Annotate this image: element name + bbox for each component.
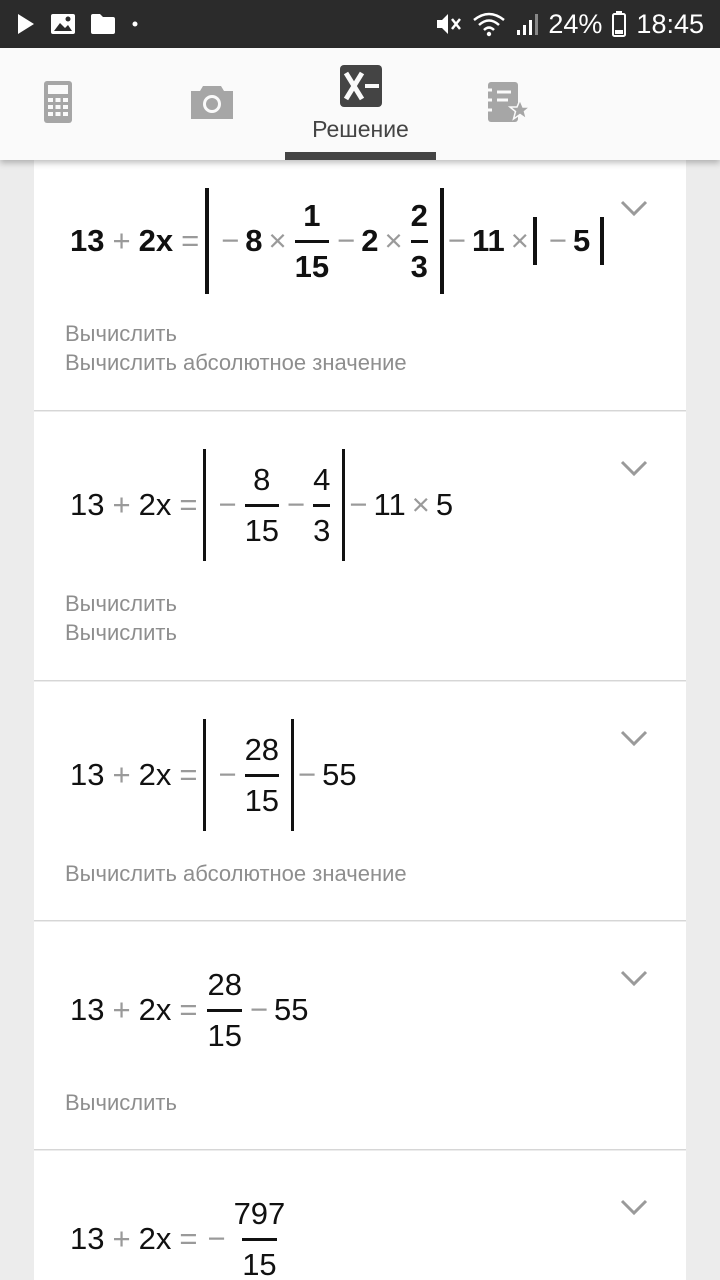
step-description: Вычислить <box>65 321 177 346</box>
play-icon <box>16 12 36 36</box>
folder-icon <box>90 13 116 35</box>
step-description: Вычислить абсолютное значение <box>65 350 407 375</box>
step-description: Вычислить <box>65 591 177 616</box>
eq-operator: − <box>337 223 356 258</box>
chevron-down-icon[interactable] <box>620 459 648 477</box>
calculator-icon <box>43 80 73 129</box>
fraction <box>234 1196 286 1280</box>
absolute-value <box>203 449 345 561</box>
eq-operator: − <box>249 992 269 1027</box>
fraction-denominator: 15 <box>245 774 279 819</box>
eq-operator: + <box>112 223 131 258</box>
chevron-down-icon[interactable] <box>620 729 648 747</box>
fraction <box>245 462 279 549</box>
equation <box>68 185 604 297</box>
eq-token: 55 <box>322 757 357 792</box>
eq-operator: − <box>298 757 317 792</box>
eq-operator: × <box>268 223 287 258</box>
eq-operator: = <box>181 223 200 258</box>
fraction-numerator: 28 <box>244 731 280 767</box>
absolute-value <box>533 217 604 265</box>
eq-operator: − <box>221 223 240 258</box>
fraction <box>207 967 241 1054</box>
mute-icon <box>434 11 462 37</box>
eq-operator: × <box>411 487 430 522</box>
x-solution-icon <box>340 65 382 112</box>
absolute-value <box>203 719 294 831</box>
tab-calculator[interactable] <box>18 48 98 160</box>
eq-token: 13 <box>70 992 105 1027</box>
eq-token: 13 <box>70 757 105 792</box>
signal-icon <box>516 12 538 36</box>
eq-token: 2x <box>138 487 172 522</box>
battery-icon <box>612 11 626 37</box>
fraction-denominator: 15 <box>242 1238 276 1280</box>
fraction-numerator: 28 <box>207 966 242 1002</box>
fraction-numerator: 4 <box>313 461 331 497</box>
notebook-star-icon <box>484 80 532 129</box>
clock: 18:45 <box>636 8 704 39</box>
eq-operator: = <box>179 757 198 792</box>
solution-step[interactable] <box>34 682 686 921</box>
equation <box>68 449 455 561</box>
step-descriptions <box>65 859 407 888</box>
eq-token: 2x <box>138 223 174 258</box>
absolute-value <box>205 188 444 294</box>
eq-token: 13 <box>70 223 105 258</box>
eq-operator: + <box>112 992 131 1027</box>
battery-percent: 24% <box>548 8 603 39</box>
equation <box>68 954 311 1066</box>
fraction-numerator: 797 <box>233 1195 286 1231</box>
status-bar <box>0 0 720 48</box>
active-tab-indicator <box>285 152 436 160</box>
eq-operator: − <box>287 487 306 522</box>
status-left-icons <box>16 8 140 40</box>
fraction-denominator: 15 <box>295 240 329 285</box>
step-description: Вычислить абсолютное значение <box>65 861 407 886</box>
eq-operator: − <box>349 487 368 522</box>
tab-solution-label: Решение <box>312 116 409 142</box>
step-descriptions <box>65 319 407 377</box>
solution-step[interactable] <box>34 922 686 1150</box>
equation <box>68 719 359 831</box>
wifi-icon <box>472 11 506 37</box>
eq-token: 5 <box>572 223 591 258</box>
solution-steps[interactable] <box>34 160 686 1280</box>
eq-token: 13 <box>70 1221 105 1256</box>
fraction-denominator: 15 <box>207 1009 241 1054</box>
step-description: Вычислить <box>65 1090 177 1115</box>
dot-icon <box>130 19 140 29</box>
fraction-denominator: 15 <box>245 504 279 549</box>
solution-step[interactable] <box>34 1151 686 1280</box>
eq-operator: + <box>112 757 131 792</box>
step-descriptions <box>65 1088 177 1117</box>
eq-token: 2 <box>361 223 379 258</box>
chevron-down-icon[interactable] <box>620 199 648 217</box>
step-descriptions <box>65 589 177 647</box>
eq-token: 2x <box>138 757 172 792</box>
camera-icon <box>189 84 235 125</box>
eq-operator: = <box>179 1221 198 1256</box>
eq-token: 13 <box>70 487 105 522</box>
eq-token: 55 <box>274 992 309 1027</box>
fraction-denominator: 3 <box>313 504 330 549</box>
eq-operator: = <box>179 487 198 522</box>
tab-camera[interactable] <box>172 48 252 160</box>
fraction-numerator: 1 <box>303 197 321 233</box>
chevron-down-icon[interactable] <box>620 969 648 987</box>
eq-operator: − <box>218 487 237 522</box>
solution-step[interactable] <box>34 160 686 411</box>
solution-step[interactable] <box>34 412 686 681</box>
fraction <box>245 732 279 819</box>
eq-operator: − <box>548 223 567 258</box>
eq-operator: = <box>179 992 198 1027</box>
tab-solution[interactable] <box>285 48 436 160</box>
eq-token: 8 <box>245 223 263 258</box>
eq-token: 2x <box>138 992 172 1027</box>
tab-favorites[interactable] <box>468 48 548 160</box>
eq-operator: − <box>447 223 466 258</box>
tab-bar <box>0 48 720 160</box>
eq-operator: + <box>112 1221 131 1256</box>
eq-operator: − <box>207 1221 226 1256</box>
eq-operator: + <box>112 487 131 522</box>
fraction <box>295 198 329 285</box>
image-icon <box>50 13 76 35</box>
eq-token: 5 <box>435 487 454 522</box>
eq-token: 11 <box>471 223 505 258</box>
fraction <box>313 462 330 549</box>
fraction <box>411 198 428 285</box>
chevron-down-icon[interactable] <box>620 1198 648 1216</box>
step-description: Вычислить <box>65 620 177 645</box>
fraction-denominator: 3 <box>411 240 428 285</box>
eq-operator: − <box>218 757 237 792</box>
equation <box>68 1183 289 1280</box>
status-right <box>434 8 704 40</box>
eq-token: 2x <box>138 1221 172 1256</box>
eq-operator: × <box>510 223 529 258</box>
fraction-numerator: 2 <box>410 197 428 233</box>
eq-operator: × <box>384 223 403 258</box>
eq-token: 11 <box>373 487 406 522</box>
fraction-numerator: 8 <box>253 461 271 497</box>
